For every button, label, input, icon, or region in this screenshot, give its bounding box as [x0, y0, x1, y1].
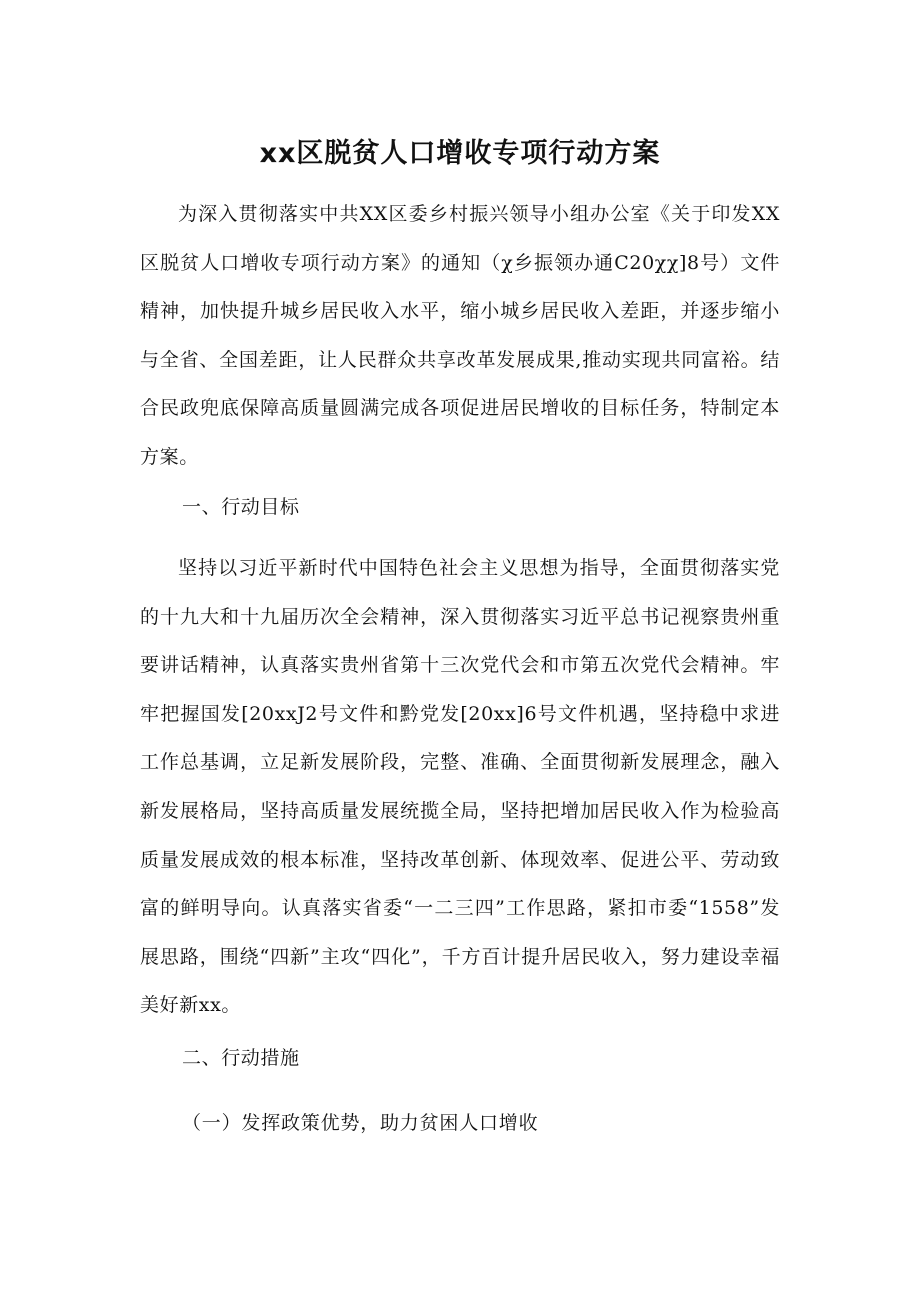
goals-paragraph: 坚持以习近平新时代中国特色社会主义思想为指导，全面贯彻落实党的十九大和十九届历次全会精神，深入贯彻落实习近平总书记视察贵州重要讲话精神，认真落实贵州省第十三次党代会和市第五次党代会精神。牢牢把握国发[20xxJ2号文件和黔党发[20xx]6号文件机遇，坚持稳中求进工作总基调，立足新发展阶段，完整、准确、全面贯彻新发展理念，融入新发展格局，坚持高质量发展统揽全局，坚持把增加居民收入作为检验高质量发展成效的根本标准，坚持改革创新、体现效率、促进公平、劳动致富的鲜明导向。认真落实省委“一二三四”工作思路，紧扣市委“1558”发展思路，围绕“四新”主攻“四化”，千方百计提升居民收入，努力建设幸福美好新xx。 — [140, 557, 780, 1017]
section-heading-goals: 一、行动目标 — [182, 496, 300, 518]
intro-paragraph: 为深入贯彻落实中共XX区委乡村振兴领导小组办公室《关于印发XX区脱贫人口增收专项行动方案》的通知（χ乡振领办通C20χχ]8号）文件精神，加快提升城乡居民收入水平，缩小城乡居民收入差距，并逐步缩小与全省、全国差距，让人民群众共享改革发展成果,推动实现共同富裕。结合民政兜底保障高质量圆满完成各项促进居民增收的目标任务，特制定本方案。 — [140, 203, 780, 468]
document-title: xx区脱贫人口增收专项行动方案 — [259, 138, 661, 169]
subsection-heading-policy: （一）发挥政策优势，助力贫困人口增收 — [182, 1112, 539, 1134]
section-heading-measures: 二、行动措施 — [182, 1047, 300, 1069]
